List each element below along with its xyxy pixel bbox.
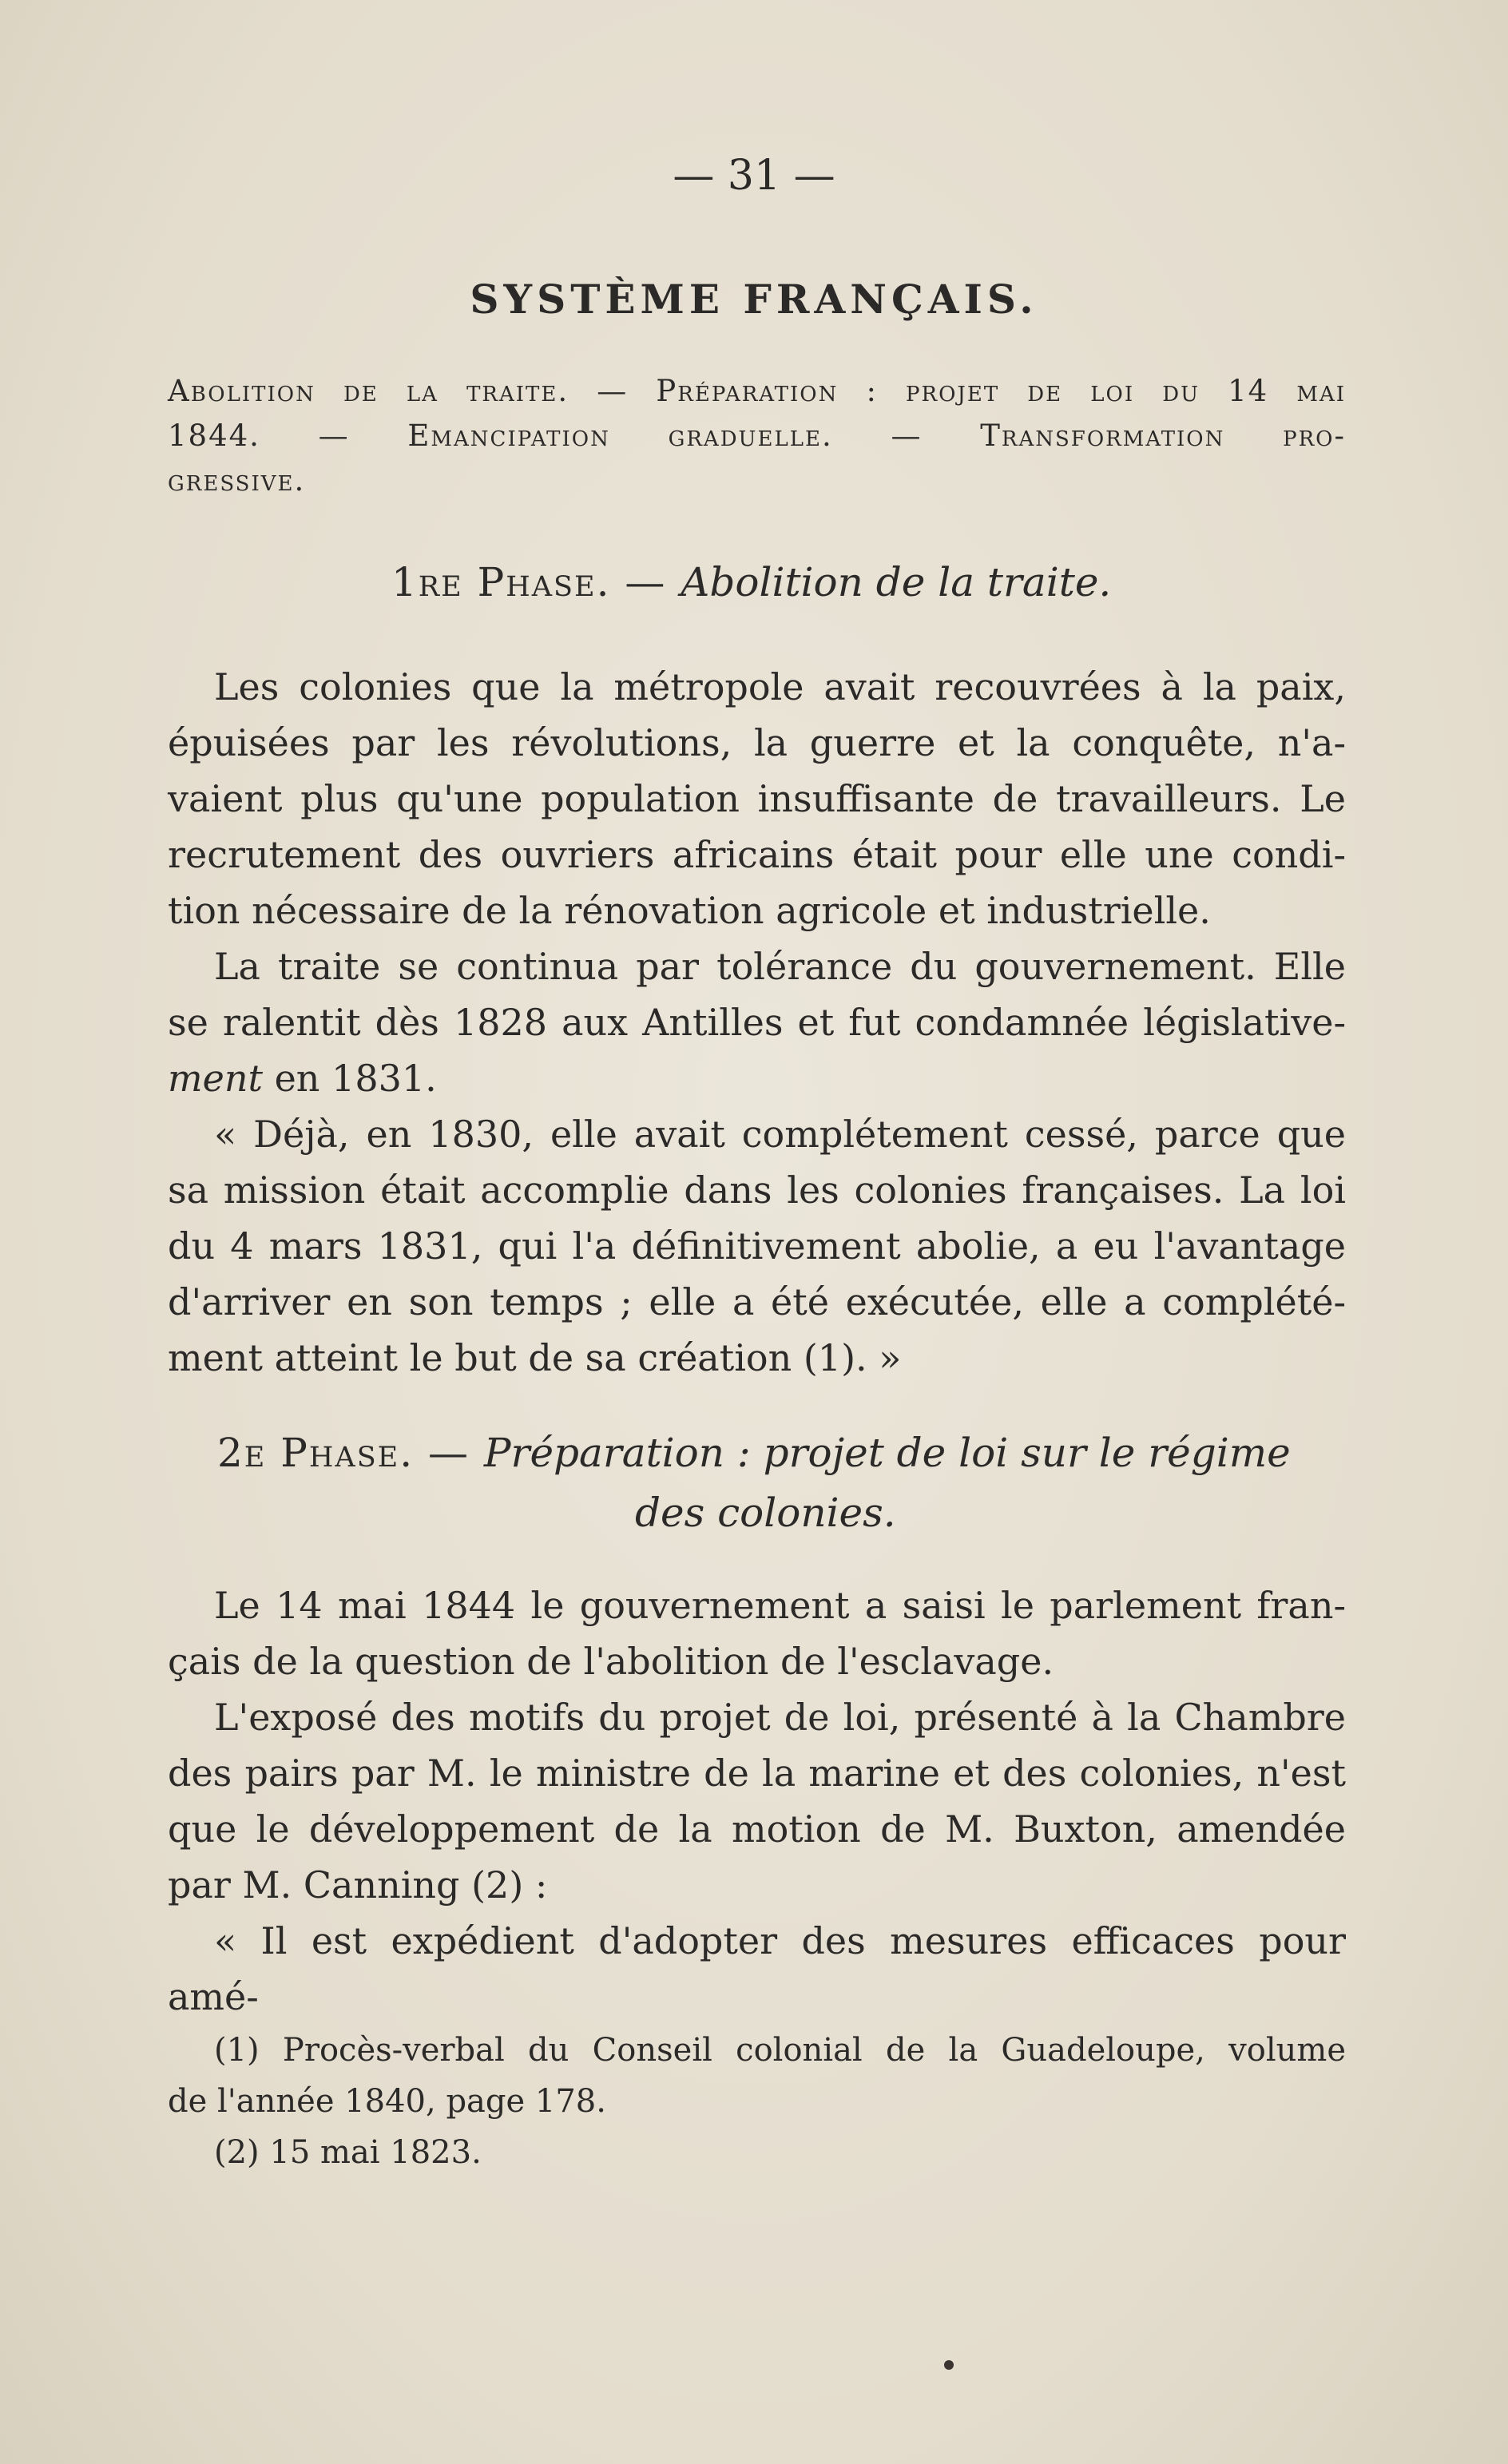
paragraph-5: [168, 1689, 1346, 1913]
text-line: « Déjà, en 1830, elle avait complétement cessé, parce que: [214, 1113, 1346, 1156]
summary-line: gressive.: [168, 463, 306, 498]
paragraph-6-quote: [168, 1913, 1346, 2025]
text-line: des pairs par M. le ministre de la marine et des colonies, n'est: [168, 1752, 1346, 1795]
phase-title: Abolition de la traite.: [681, 559, 1112, 605]
paragraph-2: [168, 938, 1346, 1106]
footnote-2: (2) 15 mai 1823.: [214, 2134, 482, 2171]
text-line: vaient plus qu'une population insuffisante de travailleurs. Le: [168, 777, 1346, 820]
text-line: ment atteint le but de sa création (1). »: [168, 1336, 902, 1379]
phase-1-heading: [391, 559, 1111, 605]
text-line: L'exposé des motifs du projet de loi, présenté à la Chambre: [214, 1696, 1346, 1739]
text-line: tion nécessaire de la rénovation agricole et industrielle.: [168, 889, 1211, 932]
page-number: — 31 —: [673, 152, 835, 200]
text-fragment: en 1831.: [262, 1057, 437, 1100]
text-line: que le développement de la motion de M. Buxton, amendée: [168, 1807, 1346, 1851]
italic-word: ment: [168, 1057, 263, 1100]
phase-title: Préparation : projet de loi sur le régime: [483, 1430, 1291, 1476]
summary-line: Abolition de la traite. — Préparation : projet de loi du 14 mai: [168, 374, 1346, 408]
text-line: du 4 mars 1831, qui l'a définitivement abolie, a eu l'avantage: [168, 1224, 1346, 1268]
paragraph-4: [168, 1577, 1346, 1689]
text-line: [168, 1050, 1346, 1106]
footnote-1-continued: de l'année 1840, page 178.: [168, 2083, 606, 2120]
chapter-summary: [168, 369, 1346, 503]
text-line: Les colonies que la métropole avait recouvrées à la paix,: [214, 665, 1346, 708]
text-line: d'arriver en son temps ; elle a été exécutée, elle a complété-: [168, 1280, 1346, 1323]
text-line: « Il est expédient d'adopter des mesures efficaces pour amé-: [168, 1919, 1346, 2018]
phase-2-title-continued: des colonies.: [635, 1490, 896, 1536]
paragraph-3-quote: [168, 1106, 1346, 1386]
phase-label: 1re Phase. —: [391, 559, 681, 605]
text-line: se ralentit dès 1828 aux Antilles et fut condamnée législative-: [168, 1001, 1346, 1044]
summary-line: 1844. — Emancipation graduelle. — Transformation pro-: [168, 419, 1346, 453]
text-line: Le 14 mai 1844 le gouvernement a saisi le parlement fran-: [214, 1584, 1346, 1627]
text-line: épuisées par les révolutions, la guerre et la conquête, n'a-: [168, 721, 1346, 764]
footnotes: [168, 2025, 1346, 2178]
text-line: par M. Canning (2) :: [168, 1863, 548, 1907]
section-title: SYSTÈME FRANÇAIS.: [470, 276, 1038, 323]
text-line: çais de la question de l'abolition de l'esclavage.: [168, 1640, 1054, 1683]
phase-2-heading: [217, 1430, 1291, 1476]
paragraph-1: [168, 659, 1346, 938]
ink-speck: [944, 2360, 954, 2370]
phase-label: 2e Phase. —: [217, 1430, 484, 1476]
text-line: sa mission était accomplie dans les colonies françaises. La loi: [168, 1169, 1346, 1212]
text-line: La traite se continua par tolérance du gouvernement. Elle: [214, 945, 1346, 988]
footnote-1: (1) Procès-verbal du Conseil colonial de la Guadeloupe, volume: [214, 2032, 1346, 2069]
text-line: recrutement des ouvriers africains était pour elle une condi-: [168, 833, 1346, 876]
